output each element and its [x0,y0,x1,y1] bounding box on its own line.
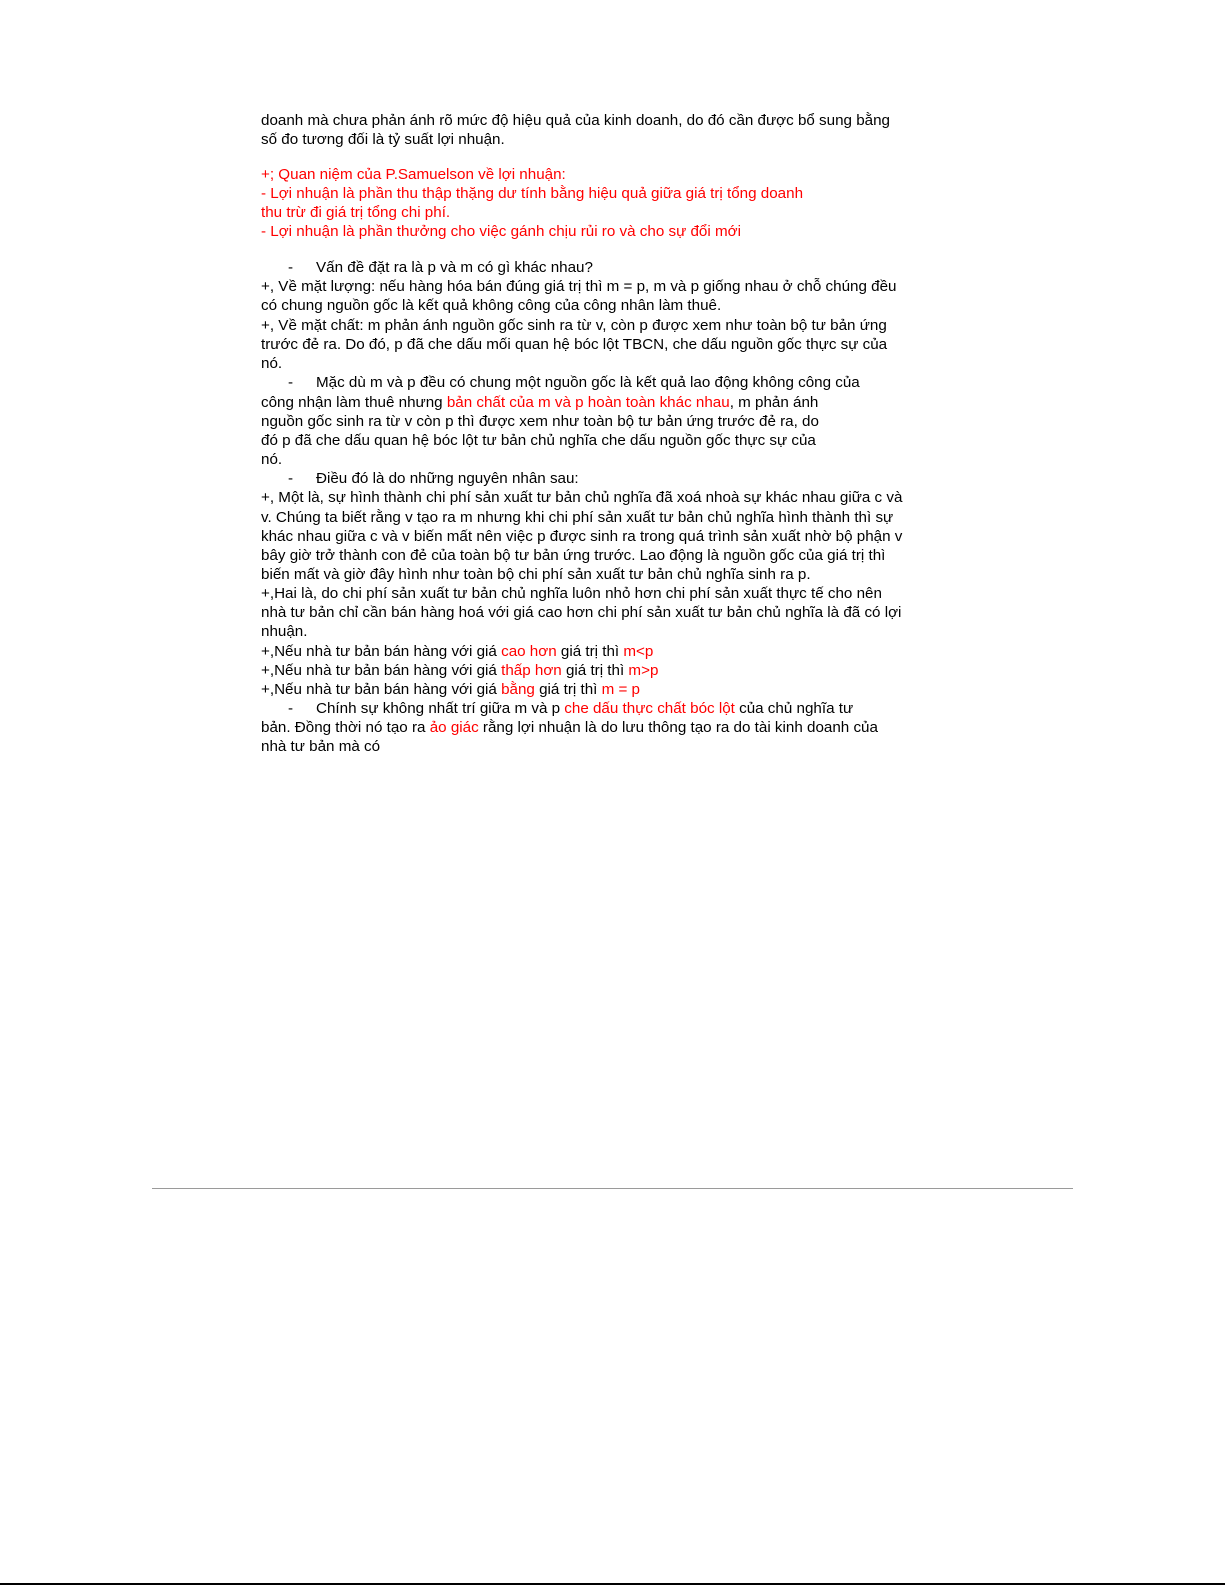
text-line [261,584,882,603]
text-run: +,Nếu nhà tư bản bán hàng với giá [261,662,502,679]
dash-bullet: - [288,470,294,487]
highlighted-text: bản chất của m và p hoàn toàn khác nhau [446,394,730,411]
text-run: nhà tư bản mà có [261,738,381,755]
highlighted-text: thấp hơn [501,662,562,679]
text-run: Chính sự không nhất trí giữa m và p [316,700,565,717]
dash-bullet: - [288,374,294,391]
text-line [261,699,853,718]
text-line [261,316,887,335]
text-line [261,527,902,546]
text-line [261,258,593,277]
text-run: +,Hai là, do chi phí sản xuất tư bản chủ nghĩa luôn nhỏ hơn chi phí sản xuất thực tế cho nên [261,585,882,602]
text-run: khác nhau giữa c và v biến mất nên việc p được sinh ra trong quá trình sản xuất nhờ bộ phận v [261,528,903,545]
highlighted-text: che dấu thực chất bóc lột [564,700,735,717]
text-run: Vấn đề đặt ra là p và m có gì khác nhau? [316,259,593,276]
text-line [261,737,380,756]
text-line [261,431,816,450]
text-line [261,565,811,584]
highlighted-text: - Lợi nhuận là phần thu thập thặng dư tính bằng hiệu quả giữa giá trị tổng doanh [261,185,804,202]
text-run: nó. [261,355,283,372]
text-run: +,Nếu nhà tư bản bán hàng với giá [261,643,502,660]
text-line [261,680,640,699]
text-line [261,603,901,622]
text-run: giá trị thì [556,643,624,660]
text-line [261,661,658,680]
text-line [261,642,653,661]
highlighted-text: - Lợi nhuận là phần thưởng cho việc gánh chịu rủi ro và cho sự đổi mới [261,223,741,240]
text-line [261,412,819,431]
highlighted-text: m = p [601,681,640,698]
text-run: +, Một là, sự hình thành chi phí sản xuất tư bản chủ nghĩa đã xoá nhoà sự khác nhau giữa c và [261,489,903,506]
text-run: có chung nguồn gốc là kết quả không công của công nhân làm thuê. [261,297,722,314]
text-line [261,184,803,203]
text-run: biến mất và giờ đây hình như toàn bộ chi phí sản xuất tư bản chủ nghĩa sinh ra p. [261,566,811,583]
text-line [261,469,579,488]
text-run: Điều đó là do những nguyên nhân sau: [316,470,579,487]
text-run: đó p đã che dấu quan hệ bóc lột tư bản chủ nghĩa che dấu nguồn gốc thực sự của [261,432,816,449]
text-run: nó. [261,451,283,468]
highlighted-text: ảo giác [429,719,479,736]
text-line [261,622,307,641]
text-run: trước đẻ ra. Do đó, p đã che dấu mối quan hệ bóc lột TBCN, che dấu nguồn gốc thực sự của [261,336,888,353]
text-line [261,373,860,392]
highlighted-text: thu trừ đi giá trị tổng chi phí. [261,204,451,221]
highlighted-text: cao hơn [501,643,557,660]
highlighted-text: m>p [628,662,659,679]
text-run: bây giờ trở thành con đẻ của toàn bộ tư bản ứng trước. Lao động là nguồn gốc của giá trị thì [261,547,886,564]
dash-bullet: - [288,700,294,717]
text-line [261,718,878,737]
text-run: nhuận. [261,623,308,640]
text-line [261,508,893,527]
text-line [261,546,885,565]
text-run: bản. Đồng thời nó tạo ra [261,719,430,736]
text-run: v. Chúng ta biết rằng v tạo ra m nhưng khi chi phí sản xuất tư bản chủ nghĩa hình thành thì sự [261,509,894,526]
text-line [261,354,282,373]
text-run: nguồn gốc sinh ra từ v còn p thì được xem như toàn bộ tư bản ứng trước đẻ ra, do [261,413,819,430]
text-line [261,130,505,149]
text-run: rằng lợi nhuận là do lưu thông tạo ra do tài kinh doanh của [478,719,878,736]
text-line [261,111,890,130]
text-line [261,222,741,241]
text-run: giá trị thì [561,662,629,679]
text-run: +,Nếu nhà tư bản bán hàng với giá [261,681,502,698]
text-line [261,488,902,507]
highlighted-text: bằng [501,681,535,698]
text-run: công nhận làm thuê nhưng [261,394,447,411]
text-run: , m phản ánh [729,394,819,411]
text-run: +, Về mặt chất: m phản ánh nguồn gốc sinh ra từ v, còn p được xem như toàn bộ tư bản ứng [261,317,887,334]
text-run: +, Về mặt lượng: nếu hàng hóa bán đúng giá trị thì m = p, m và p giống nhau ở chỗ chúng đều [261,278,897,295]
text-run: của chủ nghĩa tư [734,700,854,717]
text-line [261,296,721,315]
page-divider [152,1188,1073,1189]
text-run: nhà tư bản chỉ cần bán hàng hoá với giá cao hơn chi phí sản xuất tư bản chủ nghĩa là đã có lợi [261,604,902,621]
text-run: giá trị thì [534,681,602,698]
text-line [261,450,282,469]
text-line [261,393,818,412]
text-line [261,335,887,354]
dash-bullet: - [288,259,294,276]
text-line [261,165,566,184]
text-run: số đo tương đối là tỷ suất lợi nhuận. [261,131,505,148]
text-run: Mặc dù m và p đều có chung một nguồn gốc là kết quả lao động không công của [316,374,860,391]
highlighted-text: m<p [623,643,654,660]
highlighted-text: +; Quan niệm của P.Samuelson về lợi nhuận: [261,166,566,183]
text-line [261,277,896,296]
text-line [261,203,450,222]
text-run: doanh mà chưa phản ánh rõ mức độ hiệu quả của kinh doanh, do đó cần được bổ sung bằng [261,112,890,129]
